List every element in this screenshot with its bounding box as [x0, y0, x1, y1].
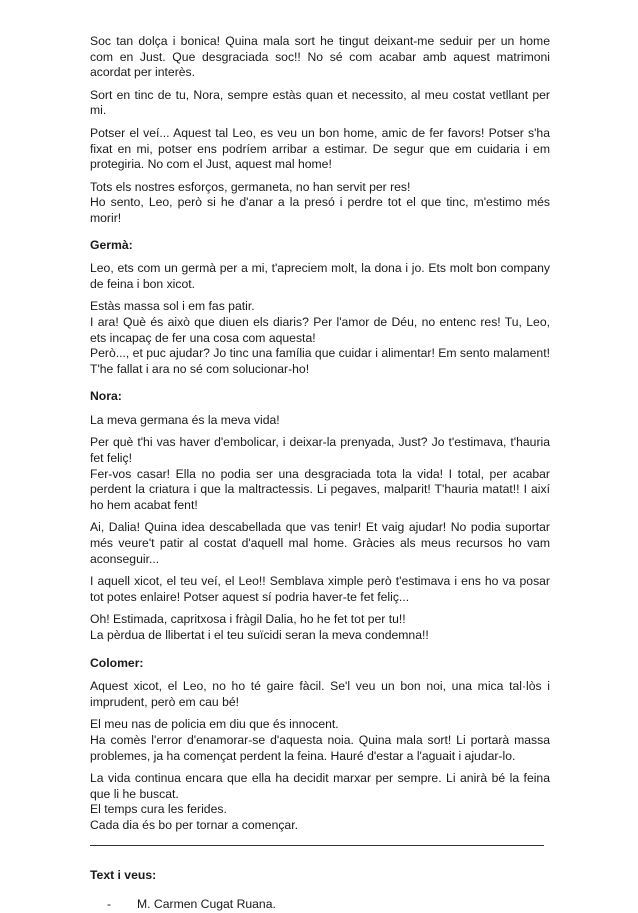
paragraph-line: La vida continua encara que ella ha decidit marxar per sempre. Li anirà bé la feina que li he buscat. [90, 771, 550, 801]
paragraph-line: Ai, Dalia! Quina idea descabellada que vas tenir! Et vaig ajudar! No podia suportar més veure't patir al costat d'aquell mal home. Gràcies als meus recursos ho vam aconseguir... [90, 520, 550, 566]
paragraph [90, 413, 550, 429]
paragraph-line: Sort en tinc de tu, Nora, sempre estàs quan et necessito, al meu costat vetllant per mi. [90, 87, 550, 118]
credit-bullet: - [107, 897, 112, 912]
paragraph [90, 574, 550, 605]
paragraph-line: La meva germana és la meva vida! [90, 412, 280, 427]
section-divider [90, 845, 544, 846]
paragraph [90, 717, 550, 764]
paragraph-line: Ho sento, Leo, però si he d'anar a la presó i perdre tot el que tinc, m'estimo més morir! [90, 195, 550, 225]
paragraph-line: Soc tan dolça i bonica! Quina mala sort he tingut deixant-me seduir per un home com en Just. Que desgraciada soc!! No sé com acabar amb aquest matrimoni acordat per interès. [90, 34, 550, 80]
paragraph-line: El temps cura les ferides. [90, 802, 227, 817]
paragraph [90, 299, 550, 377]
paragraph-line: La pèrdua de llibertat i el teu suïcidi seran la meva condemna!! [90, 628, 429, 642]
paragraph [90, 34, 550, 81]
paragraph-line: Leo, ets com un germà per a mi, t'apreciem molt, la dona i jo. Ets molt bon company de feina i bon xicot. [90, 261, 550, 291]
paragraph [90, 180, 550, 227]
paragraph-line: El meu nas de policia em diu que és innocent. [90, 717, 339, 732]
paragraph-line: Aquest xicot, el Leo, no ho té gaire fàcil. Se'l veu un bon noi, una mica tal·lòs i imprudent, però em cau bé! [90, 679, 550, 709]
paragraph [90, 679, 550, 710]
paragraph-line: Per què t'hi vas haver d'embolicar, i deixar-la prenyada, Just? Jo t'estimava, t'hauria fet feliç! [90, 435, 550, 466]
credit-item [90, 897, 550, 913]
credits-list [90, 897, 550, 913]
paragraph-line: Però..., et puc ajudar? Jo tinc una família que cuidar i alimentar! Em sento malament! T'he fallat i ara no sé com solucionar-ho! [90, 346, 550, 376]
paragraph [90, 612, 550, 643]
paragraph-line: Cada dia és bo per tornar a començar. [90, 817, 298, 832]
credit-text: M. Carmen Cugat Ruana. [137, 897, 276, 912]
paragraph-line: Oh! Estimada, capritxosa i fràgil Dalia, ho he fet tot per tu!! [90, 612, 406, 627]
section-heading: Colomer: [90, 655, 144, 670]
section-heading: Nora: [90, 389, 122, 404]
paragraph-line: Ha comès l'error d'enamorar-se d'aquesta noia. Quina mala sort! Li portarà massa problemes, ja ha començat perdent la feina. Hauré d'estar a l'aguait i ajudar-lo. [90, 732, 550, 763]
paragraph [90, 435, 550, 513]
credits-heading: Text i veus: [90, 867, 157, 882]
paragraph-line: Tots els nostres esforços, germaneta, no han servit per res! [90, 179, 411, 194]
paragraph [90, 261, 550, 292]
paragraph-line: Potser el veí... Aquest tal Leo, es veu un bon home, amic de fer favors! Potser s'ha fixat en mi, potser ens podríem arribar a estimar. De segur que em cuidaria i em protegiria. No com el Just, aquest mal home! [90, 125, 550, 172]
document-body [90, 34, 550, 834]
paragraph [90, 771, 550, 833]
paragraph [90, 126, 550, 173]
paragraph-line: I aquell xicot, el teu veí, el Leo!! Semblava ximple però t'estimava i ens ho va posar tot potes enlaire! Potser aquest sí podria haver-te fet feliç... [90, 574, 550, 604]
paragraph-line: Estàs massa sol i em fas patir. [90, 299, 255, 314]
section-heading: Germà: [90, 237, 133, 252]
paragraph [90, 88, 550, 119]
paragraph [90, 520, 550, 567]
paragraph-line: I ara! Què és això que diuen els diaris? Per l'amor de Déu, no entenc res! Tu, Leo, ets incapaç de fer una cosa com aquesta! [90, 314, 550, 345]
paragraph-line: Fer-vos casar! Ella no podia ser una desgraciada tota la vida! I total, per acabar perdent la criatura i que la maltractessis. Li pegaves, malparit! T'hauria matat!! I així ho hem acabat fent! [90, 466, 550, 512]
